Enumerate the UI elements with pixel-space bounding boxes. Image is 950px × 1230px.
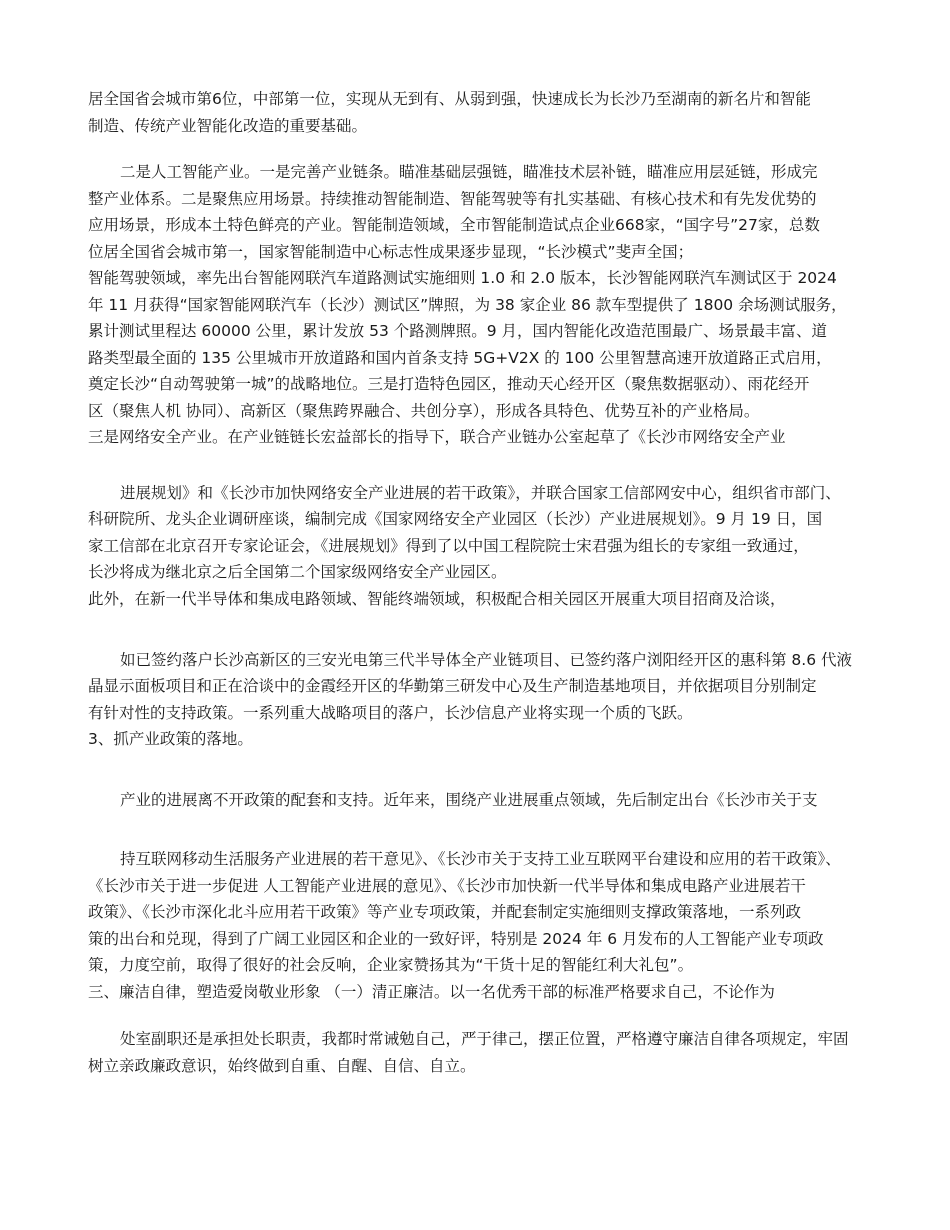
text-line: 应用场景，形成本土特色鲜亮的产业。智能制造领域，全市智能制造试点企业668家，“国字号”27家，总数 xyxy=(88,216,820,234)
text-line: 持互联网移动生活服务产业进展的若干意见》、《长沙市关于支持工业互联网平台建设和应用的若干政策》、 xyxy=(120,850,841,868)
text-line: 处室副职还是承担处长职责，我都时常诫勉自己，严于律己，摆正位置，严格遵守廉洁自律各项规定，牢固 xyxy=(120,1030,849,1048)
text-line: 策，力度空前，取得了很好的社会反响，企业家赞扬其为“干货十足的智能红利大礼包”。 xyxy=(88,956,694,974)
text-line: 有针对性的支持政策。一系列重大战略项目的落户，长沙信息产业将实现一个质的飞跃。 xyxy=(88,704,693,722)
text-line: 如已签约落户长沙高新区的三安光电第三代半导体全产业链项目、已签约落户浏阳经开区的惠科第 8.6 代液 xyxy=(120,651,853,669)
text-line: 奠定长沙“自动驾驶第一城”的战略地位。三是打造特色园区，推动天心经开区（聚焦数据驱动）、雨花经开 xyxy=(88,375,810,393)
text-line: 二是人工智能产业。一是完善产业链条。瞄准基础层强链，瞄准技术层补链，瞄准应用层延链，形成完 xyxy=(120,163,818,181)
text-line: 政策》、《长沙市深化北斗应用若干政策》等产业专项政策，并配套制定实施细则支撑政策落地，一系列政 xyxy=(88,903,802,921)
text-line: 策的出台和兑现，得到了广阔工业园区和企业的一致好评，特别是 2024 年 6 月发布的人工智能产业专项政 xyxy=(88,930,824,948)
text-line: 晶显示面板项目和正在洽谈中的金霞经开区的华勤第三研发中心及生产制造基地项目，并依据项目分别制定 xyxy=(88,677,817,695)
section-heading: 产业的进展离不开政策的配套和支持。近年来，围绕产业进展重点领域，先后制定出台《长沙市关于支 xyxy=(120,791,818,809)
text-line: 三、廉洁自律，塑造爱岗敬业形象 （一）清正廉洁。以一名优秀干部的标准严格要求自己，不论作为 xyxy=(88,983,775,1001)
text-line: 区（聚焦人机 协同）、高新区（聚焦跨界融合、共创分享），形成各具特色、优势互补的产业格局。 xyxy=(88,402,760,420)
text-line: 累计测试里程达 60000 公里，累计发放 53 个路测牌照。9 月，国内智能化改造范围最广、场景最丰富、道 xyxy=(88,322,828,340)
text-line: 年 11 月获得“国家智能网联汽车（长沙）测试区”牌照，为 38 家企业 86 款车型提供了 1800 余场测试服务， xyxy=(88,296,847,314)
text-line: 科研院所、龙头企业调研座谈，编制完成《国家网络安全产业园区（长沙）产业进展规划》。9 月 19 日，国 xyxy=(88,510,823,528)
text-line: 路类型最全面的 135 公里城市开放道路和国内首条支持 5G+V2X 的 100 公里智慧高速开放道路正式启用， xyxy=(88,349,832,367)
text-line: 树立亲政廉政意识，始终做到自重、自醒、自信、自立。 xyxy=(88,1057,476,1075)
text-line: 整产业体系。二是聚焦应用场景。持续推动智能制造、智能驾驶等有扎实基础、有核心技术和有先发优势的 xyxy=(88,190,817,208)
text-line: 智能驾驶领域，率先出台智能网联汽车道路测试实施细则 1.0 和 2.0 版本，长沙智能网联汽车测试区于 2024 xyxy=(88,269,837,287)
text-line: 家工信部在北京召开专家论证会，《进展规划》得到了以中国工程院院士宋君强为组长的专家组一致通过， xyxy=(88,537,809,555)
text-line: 居全国省会城市第6位，中部第一位，实现从无到有、从弱到强，快速成长为长沙乃至湖南的新名片和智能 xyxy=(88,90,811,108)
text-line: 三是网络安全产业。在产业链链长宏益部长的指导下，联合产业链办公室起草了《长沙市网络安全产业 xyxy=(88,428,786,446)
text-line: 长沙将成为继北京之后全国第二个国家级网络安全产业园区。 xyxy=(88,563,507,581)
text-line: 《长沙市关于进一步促进 人工智能产业进展的意见》、《长沙市加快新一代半导体和集成电路产业进展若干 xyxy=(88,877,806,895)
text-line: 制造、传统产业智能化改造的重要基础。 xyxy=(88,117,368,135)
text-line: 3、抓产业政策的落地。 xyxy=(88,730,253,748)
text-line: 进展规划》和《长沙市加快网络安全产业进展的若干政策》，并联合国家工信部网安中心，组织省市部门、 xyxy=(120,484,841,502)
text-line: 此外，在新一代半导体和集成电路领域、智能终端领域，积极配合相关园区开展重大项目招商及洽谈， xyxy=(88,590,786,608)
text-line: 位居全国省会城市第一，国家智能制造中心标志性成果逐步显现，“长沙模式”斐声全国； xyxy=(88,243,694,261)
